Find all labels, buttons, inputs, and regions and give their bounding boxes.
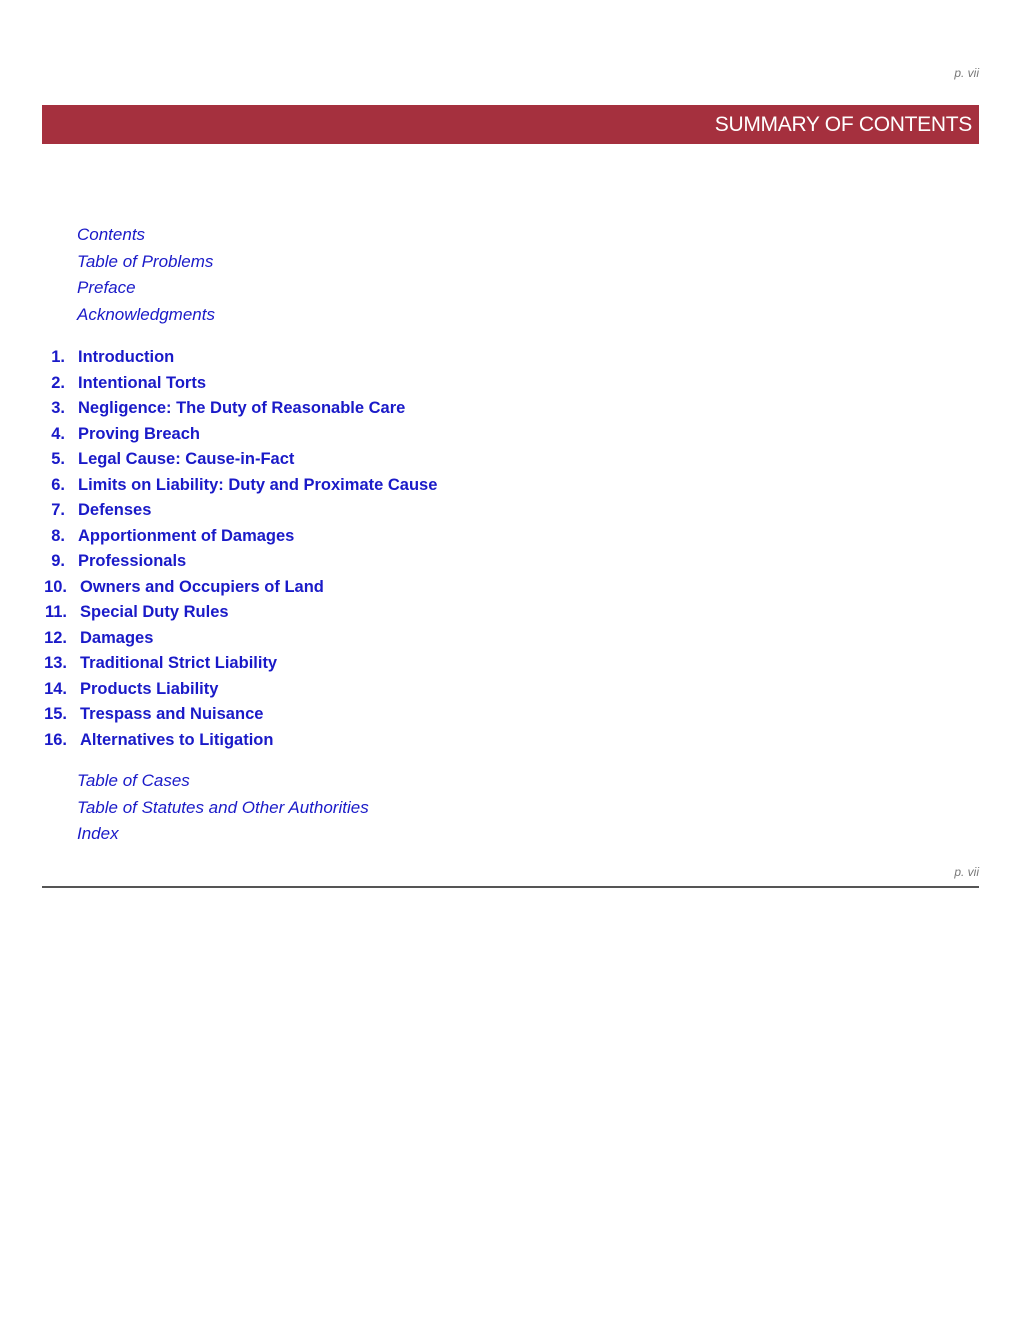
chapter-number: 3. — [51, 399, 65, 417]
front-matter-item — [77, 224, 215, 251]
chapter-item[interactable] — [40, 703, 437, 729]
chapter-link[interactable]: Defenses — [78, 501, 152, 519]
chapter-link[interactable]: Professionals — [78, 552, 187, 570]
chapter-link[interactable]: Special Duty Rules — [80, 603, 229, 621]
chapter-link[interactable]: Alternatives to Litigation — [80, 730, 274, 749]
back-matter-item — [77, 797, 369, 824]
chapter-item[interactable] — [40, 474, 437, 500]
chapter-link[interactable]: Damages — [80, 628, 154, 647]
page-title: SUMMARY OF CONTENTS — [714, 112, 972, 136]
chapter-item[interactable] — [40, 448, 437, 474]
page-number-top: p. vii — [954, 66, 979, 80]
chapter-link[interactable]: Legal Cause: Cause-in-Fact — [78, 450, 295, 468]
chapter-item[interactable] — [40, 525, 437, 551]
toc-link-table-of-cases[interactable]: Table of Cases — [77, 771, 190, 790]
chapter-list — [40, 346, 437, 754]
chapter-link[interactable]: Products Liability — [80, 679, 219, 698]
toc-link-table-of-statutes[interactable]: Table of Statutes and Other Authorities — [77, 797, 369, 817]
chapter-number: 12. — [44, 628, 67, 647]
chapter-link[interactable]: Proving Breach — [78, 424, 200, 443]
chapter-number: 4. — [51, 424, 65, 443]
back-matter-item — [77, 823, 369, 850]
chapter-number: 15. — [44, 705, 67, 723]
front-matter-item — [77, 251, 215, 278]
chapter-link[interactable]: Negligence: The Duty of Reasonable Care — [78, 399, 406, 417]
chapter-item[interactable] — [40, 652, 437, 678]
chapter-item[interactable] — [40, 576, 437, 602]
chapter-link[interactable]: Trespass and Nuisance — [80, 705, 264, 723]
chapter-number: 5. — [51, 450, 65, 468]
toc-link-table-of-problems[interactable]: Table of Problems — [77, 251, 214, 271]
chapter-item[interactable] — [40, 372, 437, 398]
chapter-item[interactable] — [40, 397, 437, 423]
chapter-number: 6. — [51, 475, 65, 494]
front-matter-item — [77, 277, 215, 304]
toc-link-preface[interactable]: Preface — [77, 278, 136, 297]
chapter-number: 16. — [44, 730, 67, 749]
front-matter-item — [77, 304, 215, 331]
chapter-number: 14. — [44, 679, 67, 698]
front-matter-list — [77, 224, 215, 330]
chapter-item[interactable] — [40, 550, 437, 576]
chapter-link[interactable]: Traditional Strict Liability — [80, 654, 278, 672]
chapter-link[interactable]: Intentional Torts — [78, 373, 207, 392]
chapter-item[interactable] — [40, 601, 437, 627]
chapter-item[interactable] — [40, 729, 437, 755]
chapter-number: 7. — [51, 501, 65, 519]
chapter-number: 10. — [44, 577, 67, 596]
toc-link-acknowledgments[interactable]: Acknowledgments — [77, 304, 215, 324]
chapter-link[interactable]: Limits on Liability: Duty and Proximate Cause — [78, 475, 438, 494]
chapter-item[interactable] — [40, 627, 437, 653]
chapter-item[interactable] — [40, 423, 437, 449]
chapter-link[interactable]: Owners and Occupiers of Land — [80, 577, 324, 596]
page-number-bottom: p. vii — [954, 865, 979, 879]
chapter-item[interactable] — [40, 499, 437, 525]
toc-link-contents[interactable]: Contents — [77, 225, 146, 244]
chapter-number: 9. — [51, 552, 65, 570]
chapter-number: 8. — [51, 526, 65, 545]
chapter-number: 11. — [44, 603, 67, 621]
chapter-link[interactable]: Introduction — [78, 348, 175, 366]
back-matter-item — [77, 770, 369, 797]
toc-link-index[interactable]: Index — [77, 824, 119, 843]
chapter-number: 1. — [51, 348, 65, 366]
title-banner — [42, 105, 979, 144]
footer-divider — [42, 886, 979, 888]
back-matter-list — [77, 770, 369, 850]
chapter-link[interactable]: Apportionment of Damages — [78, 526, 295, 545]
chapter-item[interactable] — [40, 678, 437, 704]
chapter-item[interactable] — [40, 346, 437, 372]
chapter-number: 2. — [51, 373, 65, 392]
chapter-number: 13. — [44, 654, 67, 672]
